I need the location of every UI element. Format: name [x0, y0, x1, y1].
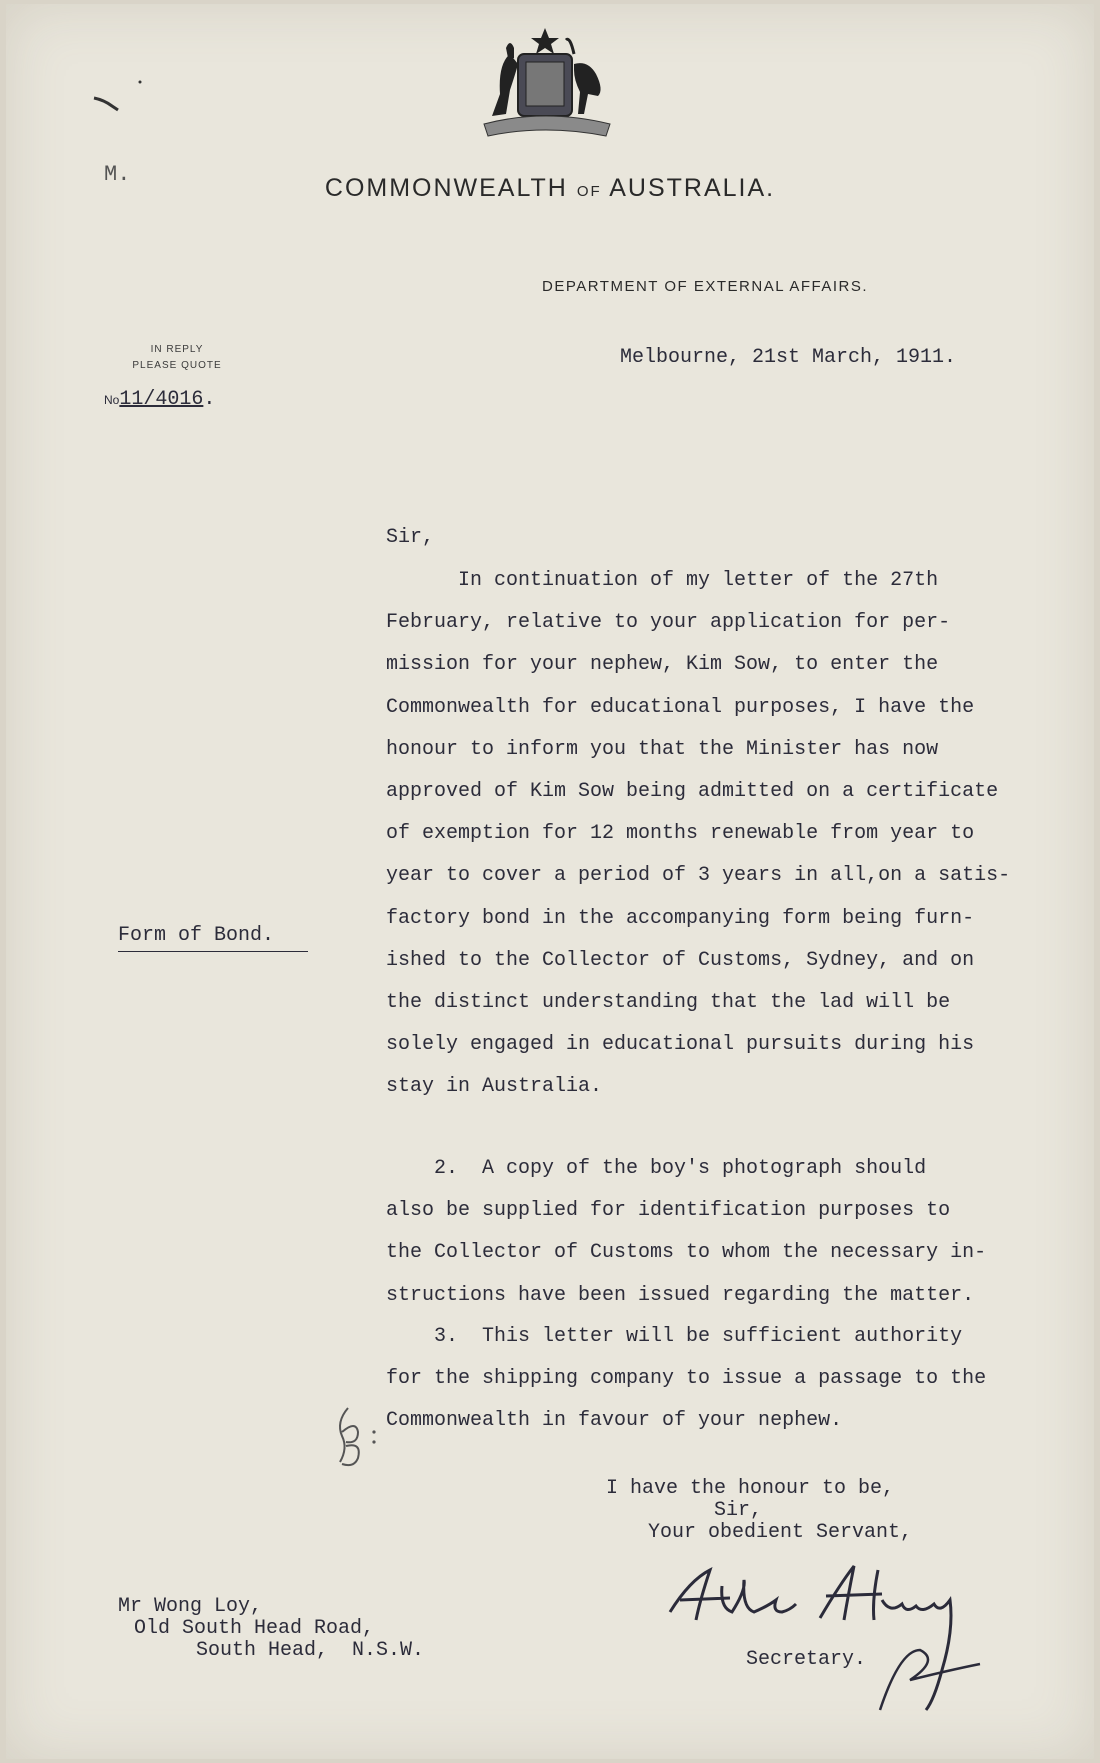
- reference-no-label: No: [104, 393, 120, 407]
- body-paragraph-3: 3. This letter will be sufficient authority for the shipping company to issue a passage to the Commonwealth in favour of your nephew.: [386, 1325, 987, 1433]
- reply-line-1: IN REPLY: [150, 344, 204, 355]
- salutation: Sir,: [386, 526, 435, 549]
- file-mark: M.: [104, 162, 131, 187]
- addressee-line-2: Old South Head Road,: [134, 1617, 375, 1640]
- handwritten-initial: [328, 1402, 380, 1472]
- signature: [650, 1560, 1070, 1720]
- reference-suffix: .: [203, 388, 216, 411]
- title-part-2: AUSTRALIA: [601, 174, 767, 202]
- body-paragraph-2: 2. A copy of the boy's photograph should also be supplied for identification purposes to the Collector of Customs to whom the necessary in- structions have been issued regarding the matter.: [386, 1157, 987, 1307]
- body-paragraph-1: In continuation of my letter of the 27th February, relative to your application for per- mission for your nephew, Kim Sow, to enter the Commonwealth for educational purposes, I have the honour to inform you that the Minister has now approved of Kim Sow being admitted on a certificate of exemption for 12 months renewable from year to year to cover a period of 3 years in all,on a satis- factory bond in the accompanying form being furn- ished to the Collector of Customs, Sydney, and on the distinct understanding that the lad will be solely engaged in educational pursuits during his stay in Australia.: [386, 569, 1011, 1099]
- reply-line-2: PLEASE QUOTE: [132, 360, 222, 371]
- title-of: OF: [576, 183, 602, 200]
- title-part-1: COMMONWEALTH: [324, 174, 577, 202]
- reference-number: [104, 388, 215, 411]
- coat-of-arms-icon: [470, 24, 620, 144]
- closing-line-1: I have the honour to be,: [606, 1477, 895, 1500]
- addressee-line-3: South Head, N.S.W.: [196, 1639, 425, 1662]
- reference-number-value: 11/4016: [119, 388, 204, 411]
- closing-line-3: Your obedient Servant,: [648, 1521, 913, 1544]
- letterhead-title: COMMONWEALTH OF AUSTRALIA.: [324, 174, 776, 202]
- letter-date: Melbourne, 21st March, 1911.: [620, 346, 957, 369]
- closing-line-2: Sir,: [714, 1499, 763, 1522]
- margin-note: Form of Bond.: [118, 924, 308, 952]
- pencil-mark: [90, 76, 150, 126]
- addressee-line-1: Mr Wong Loy,: [118, 1595, 263, 1618]
- signatory-title: Secretary.: [746, 1648, 867, 1671]
- department-name: DEPARTMENT OF EXTERNAL AFFAIRS.: [542, 278, 868, 295]
- reply-instruction: [122, 342, 232, 374]
